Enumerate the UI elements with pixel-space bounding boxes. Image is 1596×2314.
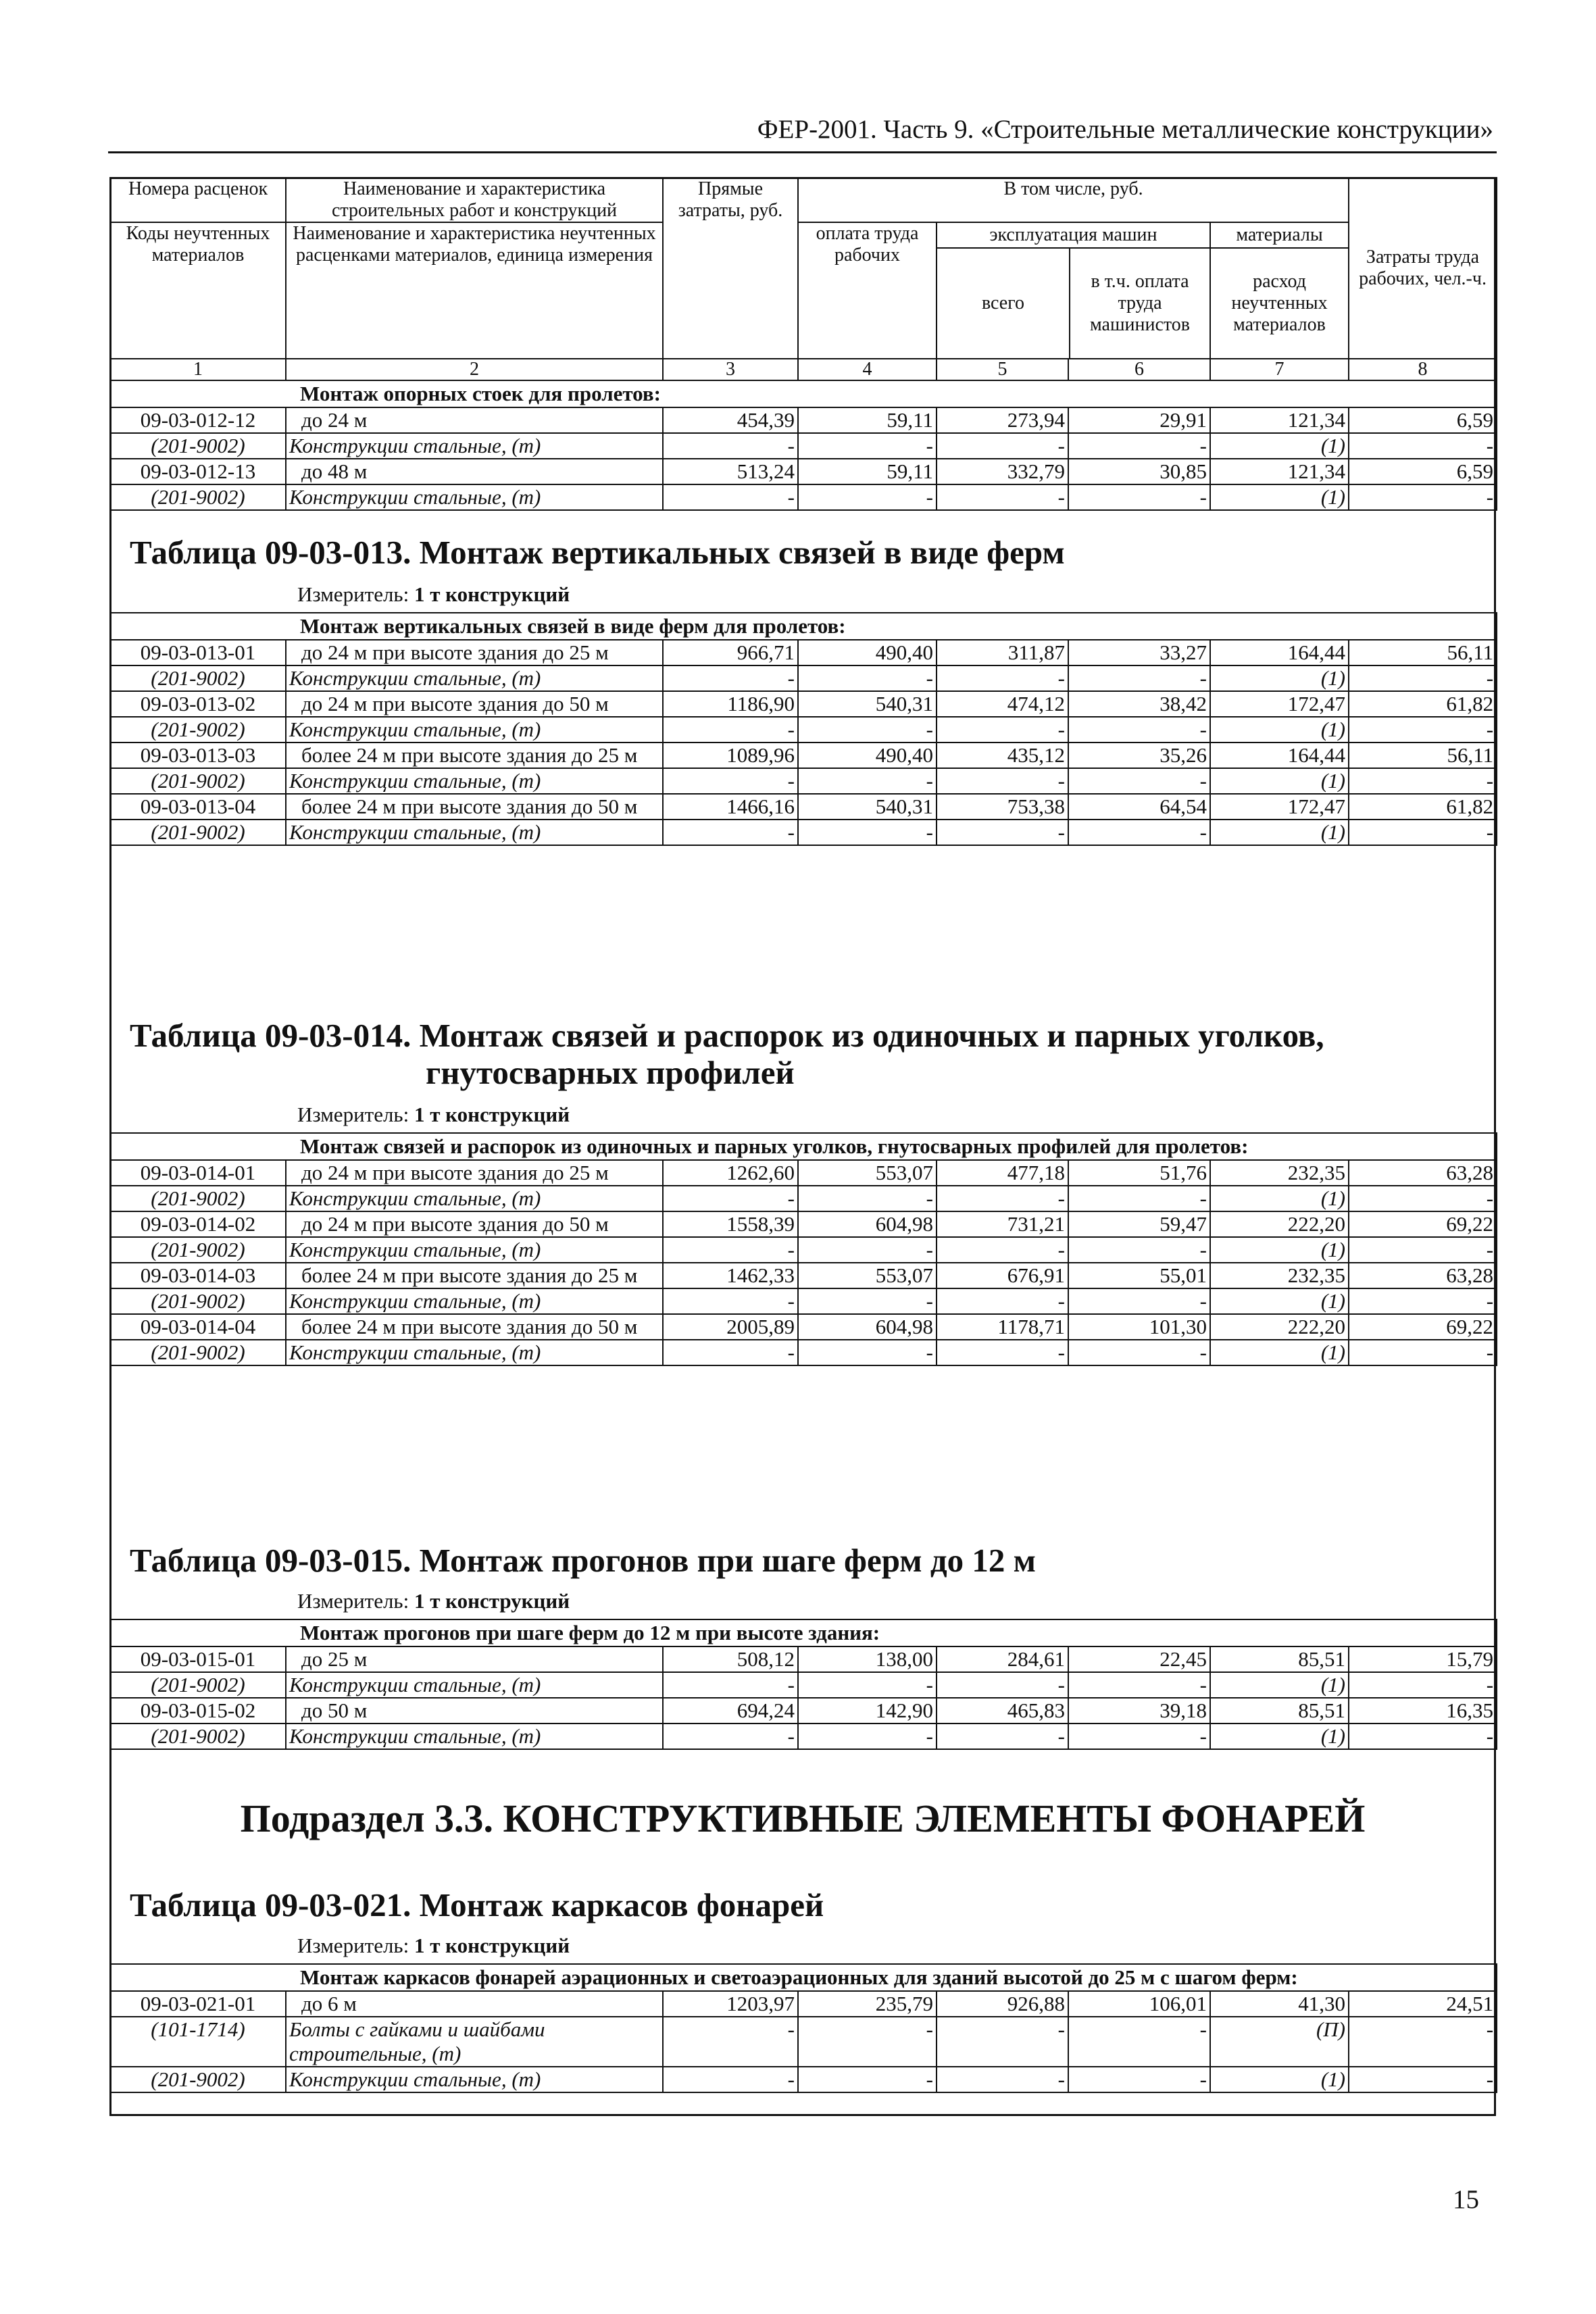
material-name: Конструкции стальные, (т) [286, 484, 663, 510]
material-code: (201-9002) [110, 1237, 286, 1263]
materials-cost: 222,20 [1210, 1211, 1349, 1237]
labor-cost: 490,40 [798, 743, 937, 768]
measure-unit [297, 1103, 570, 1127]
dash: - [798, 2067, 937, 2092]
rates-table [109, 612, 1497, 846]
rate-code: 09-03-014-03 [110, 1263, 286, 1288]
labor-hours: 69,22 [1349, 1314, 1497, 1340]
dash: - [663, 1340, 798, 1365]
dash: - [798, 717, 937, 743]
labor-cost: 604,98 [798, 1211, 937, 1237]
dash: - [1349, 1724, 1497, 1749]
direct-cost: 454,39 [663, 407, 798, 433]
material-qty: (1) [1210, 1340, 1349, 1365]
col-num: 2 [286, 359, 663, 380]
dash: - [1349, 1186, 1497, 1211]
material-name: Конструкции стальные, (т) [286, 768, 663, 794]
dash: - [663, 1672, 798, 1698]
dash: - [1349, 1672, 1497, 1698]
material-qty: (1) [1210, 1672, 1349, 1698]
section-heading: Монтаж прогонов при шаге ферм до 12 м при высоте здания: [110, 1619, 1497, 1646]
dash: - [1349, 2017, 1497, 2067]
rate-name: до 48 м [286, 459, 663, 484]
labor-hours: 61,82 [1349, 794, 1497, 820]
material-name: Болты с гайками и шайбами строительные, (т) [286, 2017, 663, 2067]
direct-cost: 1203,97 [663, 1991, 798, 2017]
direct-cost: 1089,96 [663, 743, 798, 768]
machines-total: 273,94 [937, 407, 1068, 433]
material-qty: (1) [1210, 717, 1349, 743]
col2-top-header: Наименование и характеристика строительных работ и конструкций [286, 178, 663, 222]
dash: - [663, 433, 798, 459]
col-num: 4 [798, 359, 937, 380]
machines-header: эксплуатация машин [937, 223, 1210, 249]
rate-name: до 24 м при высоте здания до 50 м [286, 691, 663, 717]
dash: - [663, 2067, 798, 2092]
material-name: Конструкции стальные, (т) [286, 1237, 663, 1263]
labor-cost: 553,07 [798, 1263, 937, 1288]
col-num: 1 [110, 359, 286, 380]
table-title: Таблица 09-03-021. Монтаж каркасов фонарей [130, 1886, 824, 1923]
measure-unit [297, 582, 570, 607]
direct-cost: 513,24 [663, 459, 798, 484]
materials-cost: 172,47 [1210, 691, 1349, 717]
measure-value: 1 т конструкций [414, 1103, 570, 1126]
dash: - [798, 820, 937, 845]
dash: - [1068, 1340, 1210, 1365]
dash: - [798, 665, 937, 691]
labor-hours: 6,59 [1349, 459, 1497, 484]
machines-total: 926,88 [937, 1991, 1068, 2017]
material-name: Конструкции стальные, (т) [286, 717, 663, 743]
column-header-table [109, 177, 1497, 511]
dash: - [1068, 1237, 1210, 1263]
dash: - [798, 768, 937, 794]
dash: - [937, 1186, 1068, 1211]
dash: - [663, 2017, 798, 2067]
machinist-pay: 33,27 [1068, 640, 1210, 665]
rates-table [109, 1132, 1497, 1366]
rate-name: более 24 м при высоте здания до 50 м [286, 794, 663, 820]
machines-total: 465,83 [937, 1698, 1068, 1724]
direct-cost: 1558,39 [663, 1211, 798, 1237]
dash: - [1068, 484, 1210, 510]
dash: - [1349, 2067, 1497, 2092]
machines-total: 332,79 [937, 459, 1068, 484]
rate-name: до 24 м при высоте здания до 25 м [286, 1160, 663, 1186]
dash: - [1349, 1340, 1497, 1365]
measure-label: Измеритель: [297, 1589, 409, 1613]
direct-cost: 1186,90 [663, 691, 798, 717]
machinist-pay: 30,85 [1068, 459, 1210, 484]
header-rule [108, 151, 1497, 153]
measure-label: Измеритель: [297, 1934, 409, 1957]
table-title: Таблица 09-03-013. Монтаж вертикальных связей в виде ферм [130, 534, 1065, 571]
labor-cost: 138,00 [798, 1646, 937, 1672]
dash: - [663, 820, 798, 845]
material-code: (201-9002) [110, 484, 286, 510]
material-code: (201-9002) [110, 665, 286, 691]
table-title-line2: гнутосварных профилей [426, 1054, 795, 1091]
dash: - [663, 1237, 798, 1263]
material-code: (201-9002) [110, 1186, 286, 1211]
rate-code: 09-03-012-13 [110, 459, 286, 484]
col-num: 3 [663, 359, 798, 380]
material-qty: (1) [1210, 820, 1349, 845]
col-num: 5 [937, 359, 1068, 380]
material-name: Конструкции стальные, (т) [286, 1288, 663, 1314]
col5-header: всего [937, 249, 1070, 358]
rate-name: более 24 м при высоте здания до 25 м [286, 1263, 663, 1288]
dash: - [937, 717, 1068, 743]
labor-cost: 235,79 [798, 1991, 937, 2017]
rate-code: 09-03-021-01 [110, 1991, 286, 2017]
labor-cost: 553,07 [798, 1160, 937, 1186]
col1-bottom-header: Коды неучтенных материалов [110, 222, 286, 359]
materials-cost: 232,35 [1210, 1263, 1349, 1288]
dash: - [937, 1288, 1068, 1314]
labor-hours: 16,35 [1349, 1698, 1497, 1724]
materials-cost: 232,35 [1210, 1160, 1349, 1186]
dash: - [1068, 1288, 1210, 1314]
material-code: (201-9002) [110, 820, 286, 845]
section-heading: Монтаж связей и распорок из одиночных и парных уголков, гнутосварных профилей для пролетов: [110, 1133, 1497, 1160]
rates-table [109, 1963, 1497, 2093]
material-name: Конструкции стальные, (т) [286, 433, 663, 459]
material-qty: (1) [1210, 433, 1349, 459]
material-name: Конструкции стальные, (т) [286, 820, 663, 845]
direct-cost: 694,24 [663, 1698, 798, 1724]
material-name: Конструкции стальные, (т) [286, 1340, 663, 1365]
dash: - [937, 2067, 1068, 2092]
material-qty: (П) [1210, 2017, 1349, 2067]
machines-total: 311,87 [937, 640, 1068, 665]
dash: - [1068, 2017, 1210, 2067]
rate-code: 09-03-012-12 [110, 407, 286, 433]
dash: - [663, 1186, 798, 1211]
rate-code: 09-03-015-02 [110, 1698, 286, 1724]
dash: - [937, 665, 1068, 691]
rate-code: 09-03-014-01 [110, 1160, 286, 1186]
group-header: В том числе, руб. [798, 178, 1349, 222]
material-name: Конструкции стальные, (т) [286, 1672, 663, 1698]
page-number: 15 [1453, 2185, 1479, 2214]
dash: - [1068, 1724, 1210, 1749]
machines-total: 435,12 [937, 743, 1068, 768]
machines-total: 676,91 [937, 1263, 1068, 1288]
dash: - [1349, 820, 1497, 845]
labor-hours: 15,79 [1349, 1646, 1497, 1672]
material-name: Конструкции стальные, (т) [286, 1186, 663, 1211]
material-code: (201-9002) [110, 768, 286, 794]
machinist-pay: 55,01 [1068, 1263, 1210, 1288]
labor-cost: 59,11 [798, 459, 937, 484]
material-qty: (1) [1210, 1237, 1349, 1263]
dash: - [798, 1186, 937, 1211]
table-title: Таблица 09-03-015. Монтаж прогонов при шаге ферм до 12 м [130, 1542, 1036, 1579]
col3-label: Прямые затраты, руб. [678, 178, 783, 221]
material-name: Конструкции стальные, (т) [286, 665, 663, 691]
machinist-pay: 59,47 [1068, 1211, 1210, 1237]
direct-cost: 966,71 [663, 640, 798, 665]
rate-name: до 25 м [286, 1646, 663, 1672]
dash: - [1068, 820, 1210, 845]
machines-total: 1178,71 [937, 1314, 1068, 1340]
table-title: Таблица 09-03-014. Монтаж связей и распорок из одиночных и парных уголков, [130, 1017, 1324, 1054]
dash: - [798, 2017, 937, 2067]
dash: - [1068, 1186, 1210, 1211]
direct-cost: 508,12 [663, 1646, 798, 1672]
dash: - [798, 433, 937, 459]
rate-name: более 24 м при высоте здания до 50 м [286, 1314, 663, 1340]
machinist-pay: 38,42 [1068, 691, 1210, 717]
labor-cost: 540,31 [798, 691, 937, 717]
section-heading: Монтаж опорных стоек для пролетов: [110, 380, 1497, 407]
dash: - [1068, 768, 1210, 794]
col-num: 6 [1068, 359, 1210, 380]
labor-hours: 24,51 [1349, 1991, 1497, 2017]
machinist-pay: 29,91 [1068, 407, 1210, 433]
rate-code: 09-03-015-01 [110, 1646, 286, 1672]
dash: - [937, 768, 1068, 794]
dash: - [937, 484, 1068, 510]
rate-code: 09-03-013-01 [110, 640, 286, 665]
measure-value: 1 т конструкций [414, 1934, 570, 1957]
material-qty: (1) [1210, 484, 1349, 510]
materials-cost: 85,51 [1210, 1646, 1349, 1672]
materials-cost: 85,51 [1210, 1698, 1349, 1724]
direct-cost: 1262,60 [663, 1160, 798, 1186]
material-code: (201-9002) [110, 433, 286, 459]
dash: - [1068, 2067, 1210, 2092]
material-qty: (1) [1210, 665, 1349, 691]
materials-cost: 172,47 [1210, 794, 1349, 820]
labor-cost: 59,11 [798, 407, 937, 433]
dash: - [1349, 433, 1497, 459]
dash: - [937, 1672, 1068, 1698]
labor-cost: 604,98 [798, 1314, 937, 1340]
material-code: (201-9002) [110, 717, 286, 743]
rates-table [109, 1619, 1497, 1750]
materials-cost: 121,34 [1210, 459, 1349, 484]
rate-name: до 24 м [286, 407, 663, 433]
col7-header: расход неучтенных материалов [1231, 271, 1328, 335]
dash: - [1068, 717, 1210, 743]
rate-code: 09-03-013-03 [110, 743, 286, 768]
rate-name: до 24 м при высоте здания до 25 м [286, 640, 663, 665]
labor-hours: 61,82 [1349, 691, 1497, 717]
material-qty: (1) [1210, 1288, 1349, 1314]
rate-code: 09-03-013-04 [110, 794, 286, 820]
rate-name: до 50 м [286, 1698, 663, 1724]
materials-cost: 164,44 [1210, 743, 1349, 768]
material-code: (201-9002) [110, 1288, 286, 1314]
material-code: (101-1714) [110, 2017, 286, 2067]
dash: - [663, 1724, 798, 1749]
machines-total: 474,12 [937, 691, 1068, 717]
rate-code: 09-03-014-02 [110, 1211, 286, 1237]
material-code: (201-9002) [110, 2067, 286, 2092]
dash: - [798, 1724, 937, 1749]
dash: - [1349, 1237, 1497, 1263]
machinist-pay: 64,54 [1068, 794, 1210, 820]
materials-cost: 41,30 [1210, 1991, 1349, 2017]
rate-name: более 24 м при высоте здания до 25 м [286, 743, 663, 768]
material-qty: (1) [1210, 768, 1349, 794]
measure-value: 1 т конструкций [414, 1589, 570, 1613]
materials-cost: 164,44 [1210, 640, 1349, 665]
dash: - [798, 1288, 937, 1314]
machinist-pay: 101,30 [1068, 1314, 1210, 1340]
materials-cost: 222,20 [1210, 1314, 1349, 1340]
machinist-pay: 22,45 [1068, 1646, 1210, 1672]
measure-label: Измеритель: [297, 1103, 409, 1126]
machinist-pay: 35,26 [1068, 743, 1210, 768]
machinist-pay: 39,18 [1068, 1698, 1210, 1724]
machines-total: 753,38 [937, 794, 1068, 820]
running-header: ФЕР-2001. Часть 9. «Строительные металлические конструкции» [757, 115, 1493, 144]
col3-header [663, 178, 798, 359]
material-name: Конструкции стальные, (т) [286, 2067, 663, 2092]
col1-top-header: Номера расценок [110, 178, 286, 222]
dash: - [937, 2017, 1068, 2067]
rate-name: до 6 м [286, 1991, 663, 2017]
dash: - [1068, 665, 1210, 691]
measure-value: 1 т конструкций [414, 582, 570, 606]
materials-group [1210, 222, 1349, 359]
labor-hours: 69,22 [1349, 1211, 1497, 1237]
col8-header: Затраты труда рабочих, чел.-ч. [1349, 178, 1497, 359]
labor-hours: 56,11 [1349, 640, 1497, 665]
dash: - [1349, 665, 1497, 691]
dash: - [937, 433, 1068, 459]
measure-unit [297, 1589, 570, 1613]
dash: - [937, 820, 1068, 845]
labor-hours: 63,28 [1349, 1160, 1497, 1186]
direct-cost: 1462,33 [663, 1263, 798, 1288]
material-code: (201-9002) [110, 1724, 286, 1749]
machines-group [937, 222, 1210, 359]
dash: - [798, 1237, 937, 1263]
col6-header: в т.ч. оплата труда машинистов [1090, 271, 1190, 335]
col2-bottom-header: Наименование и характеристика неучтенных расценками материалов, единица измерения [286, 222, 663, 359]
dash: - [663, 665, 798, 691]
materials-cost: 121,34 [1210, 407, 1349, 433]
labor-hours: 63,28 [1349, 1263, 1497, 1288]
section-heading: Монтаж каркасов фонарей аэрационных и светоаэрационных для зданий высотой до 25 м с шагом ферм: [110, 1964, 1497, 1991]
measure-unit [297, 1934, 570, 1958]
material-qty: (1) [1210, 1186, 1349, 1211]
dash: - [798, 1340, 937, 1365]
labor-hours: 56,11 [1349, 743, 1497, 768]
rate-name: до 24 м при высоте здания до 50 м [286, 1211, 663, 1237]
subsection-heading: Подраздел 3.3. КОНСТРУКТИВНЫЕ ЭЛЕМЕНТЫ ФОНАРЕЙ [240, 1796, 1366, 1840]
dash: - [1068, 1672, 1210, 1698]
labor-cost: 490,40 [798, 640, 937, 665]
dash: - [663, 484, 798, 510]
dash: - [663, 768, 798, 794]
labor-cost: 540,31 [798, 794, 937, 820]
machines-total: 731,21 [937, 1211, 1068, 1237]
col-num: 7 [1210, 359, 1349, 380]
direct-cost: 2005,89 [663, 1314, 798, 1340]
material-code: (201-9002) [110, 1340, 286, 1365]
material-qty: (1) [1210, 2067, 1349, 2092]
dash: - [798, 1672, 937, 1698]
col4-header: оплата труда рабочих [798, 222, 937, 359]
material-name: Конструкции стальные, (т) [286, 1724, 663, 1749]
dash: - [937, 1340, 1068, 1365]
direct-cost: 1466,16 [663, 794, 798, 820]
dash: - [663, 1288, 798, 1314]
material-code: (201-9002) [110, 1672, 286, 1698]
measure-label: Измеритель: [297, 582, 409, 606]
section-heading: Монтаж вертикальных связей в виде ферм для пролетов: [110, 613, 1497, 640]
rate-code: 09-03-013-02 [110, 691, 286, 717]
dash: - [937, 1237, 1068, 1263]
dash: - [1349, 717, 1497, 743]
machinist-pay: 51,76 [1068, 1160, 1210, 1186]
materials-header: материалы [1211, 223, 1348, 249]
material-qty: (1) [1210, 1724, 1349, 1749]
dash: - [937, 1724, 1068, 1749]
dash: - [1349, 1288, 1497, 1314]
dash: - [798, 484, 937, 510]
labor-cost: 142,90 [798, 1698, 937, 1724]
dash: - [1349, 484, 1497, 510]
machines-total: 284,61 [937, 1646, 1068, 1672]
rate-code: 09-03-014-04 [110, 1314, 286, 1340]
machinist-pay: 106,01 [1068, 1991, 1210, 2017]
col-num: 8 [1349, 359, 1497, 380]
machines-total: 477,18 [937, 1160, 1068, 1186]
dash: - [1068, 433, 1210, 459]
dash: - [1349, 768, 1497, 794]
dash: - [663, 717, 798, 743]
labor-hours: 6,59 [1349, 407, 1497, 433]
